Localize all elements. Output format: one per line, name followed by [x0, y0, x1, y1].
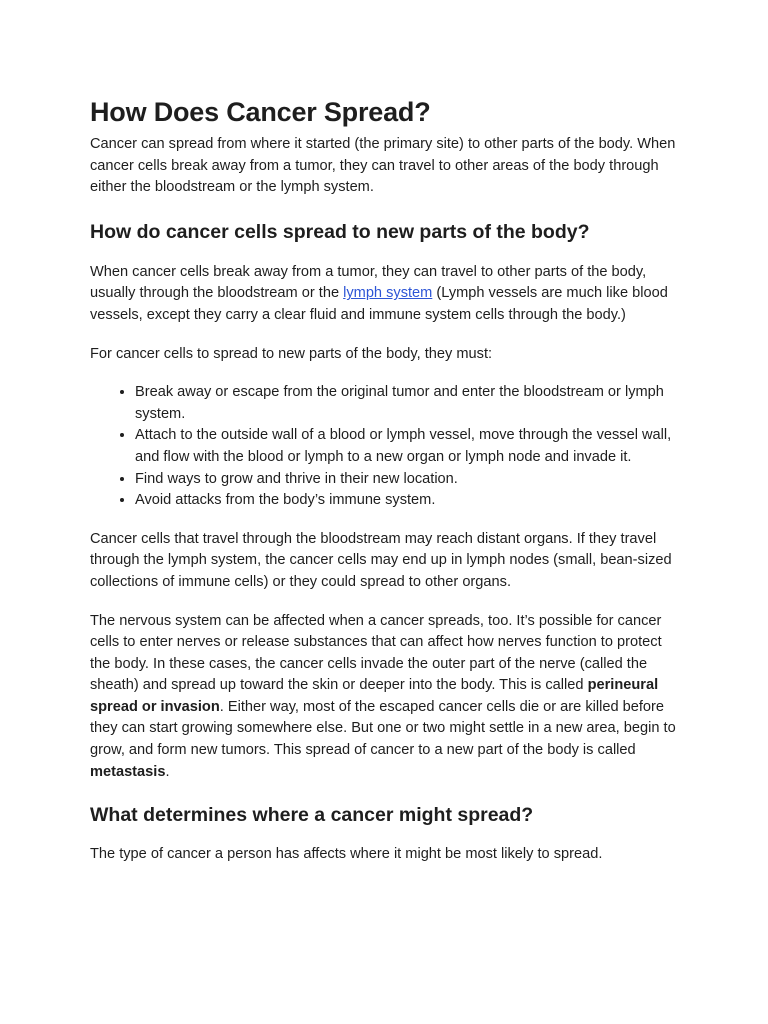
paragraph-cancer-type: The type of cancer a person has affects where it might be most likely to spread.	[90, 846, 603, 863]
intro-paragraph: Cancer can spread from where it started (the primary site) to other parts of the body. When cancer cells break away from a tumor, they can travel to other areas of the body through either the bloodstream or the lymph system.	[90, 136, 676, 196]
document-page	[90, 94, 680, 866]
list-item: • Find ways to grow and thrive in their new location.	[135, 469, 680, 491]
term-perineural: perineural spread or invasion	[90, 677, 659, 715]
paragraph-requirements: For cancer cells to spread to new parts of the body, they must:	[90, 345, 493, 362]
paragraph-text: (Lymph vessels are much like blood vessels, except they carry a clear fluid and immune system cells through the body.)	[90, 285, 668, 323]
paragraph-text: . Either way, most of the escaped cancer cells die or are killed before they can start growing somewhere else. But one or two might settle in a new area, begin to grow, and form new tumors. This spread of cancer to a new part of the body is called	[90, 698, 676, 759]
paragraph-text: When cancer cells break away from a tumor, they can travel to other parts of the body, usually through the bloodstream or the	[90, 263, 647, 302]
paragraph-spread-intro	[90, 262, 680, 327]
term-metastasis: metastasis	[90, 763, 166, 780]
list-item: • Break away or escape from the original tumor and enter the bloodstream or lymph system.	[135, 382, 680, 425]
list-item: • Attach to the outside wall of a blood or lymph vessel, move through the vessel wall, and flow with the blood or lymph to a new organ or lymph node and invade it.	[135, 425, 680, 468]
lymph-system-link[interactable]: lymph system	[343, 285, 433, 302]
section-heading-where: What determines where a cancer might spread?	[90, 804, 534, 827]
requirements-list	[90, 382, 680, 512]
paragraph-bloodstream: Cancer cells that travel through the bloodstream may reach distant organs. If they travel through the lymph system, the cancer cells may end up in lymph nodes (small, bean-sized collections of immune cells) or they could spread to other organs.	[90, 530, 672, 590]
list-item: • Avoid attacks from the body’s immune system.	[135, 490, 680, 512]
paragraph-nervous-system	[90, 611, 680, 784]
paragraph-text: The nervous system can be affected when a cancer spreads, too. It’s possible for cancer cells to enter nerves or release substances that can affect how nerves function to protect the body. In these cases, the cancer cells invade the outer part of the nerve (called the sheath) and spread up toward the skin or deeper into the body. This is called	[90, 612, 662, 694]
page-title: How Does Cancer Spread?	[90, 97, 431, 127]
paragraph-text: .	[165, 763, 170, 780]
section-heading-spread: How do cancer cells spread to new parts of the body?	[90, 220, 590, 243]
